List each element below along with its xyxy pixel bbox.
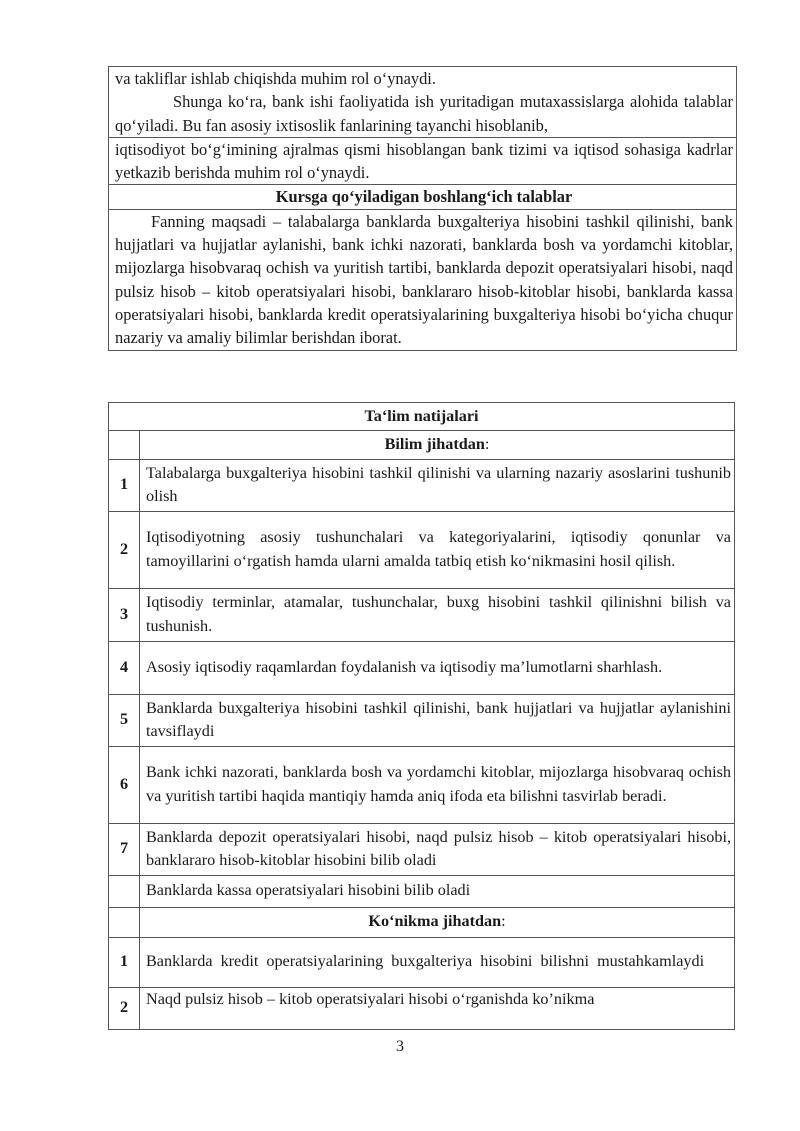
skills-heading <box>140 907 735 937</box>
knowledge-heading-row <box>109 431 735 459</box>
page-number: 3 <box>396 1038 404 1055</box>
table-title: Ta‘lim natijalari <box>109 403 735 431</box>
row-number: 1 <box>109 459 140 511</box>
row-number: 5 <box>109 694 140 746</box>
skills-heading-colon: : <box>501 912 506 931</box>
knowledge-heading-label: Bilim jihatdan <box>384 435 485 454</box>
table-row <box>109 937 735 987</box>
row-number: 7 <box>109 823 140 875</box>
table-row <box>109 746 735 823</box>
requirements-text: Fanning maqsadi – talabalarga banklarda buxgalteriya hisobini tashkil qilinishi, bank hujjatlari va hujjatlar aylanishi, bank ichki nazorati, banklarda bosh va yordamchi kitoblar, mijozlarga hisobvaraq ochish va yuritish tartibi, banklarda depozit operatsiyalari hisobi, naqd pulsiz hisob – kitob operatsiyalari hisobi, banklararo hisob-kitoblar hisobi, banklarda kassa operatsiyalari hisobi, banklarda kredit operatsiyalarining buxgalteriya hisobi bo‘yicha chuqur nazariy va amaliy bilimlar berishdan iborat. <box>109 209 736 350</box>
row-number: 1 <box>109 937 140 987</box>
row-text: Bank ichki nazorati, banklarda bosh va yordamchi kitoblar, mijozlarga hisobvaraq ochish va yuritish tartibi haqida mantiqiy hamda aniq ifoda eta bilishni tasvirlab beradi. <box>140 746 735 823</box>
table-row <box>109 459 735 511</box>
row-text: Banklarda kredit operatsiyalarining buxgalteriya hisobini bilishni mustahkamlaydi <box>140 937 735 987</box>
table-row <box>109 694 735 746</box>
empty-cell <box>109 907 140 937</box>
row-text: Banklarda kassa operatsiyalari hisobini bilib oladi <box>140 875 735 907</box>
skills-heading-row <box>109 907 735 937</box>
table-row <box>109 588 735 641</box>
requirements-heading: Kursga qo‘yiladigan boshlang‘ich talablar <box>109 184 736 208</box>
knowledge-heading <box>140 431 735 459</box>
row-text: Iqtisodiy terminlar, atamalar, tushunchalar, buxg hisobini tashkil qilinishni bilish va tushunish. <box>140 588 735 641</box>
description-paragraph: Shunga ko‘ra, bank ishi faoliyatida ish yuritadigan mutaxassislarga alohida talablar qo‘yiladi. Bu fan asosiy ixtisoslik fanlarining tayanchi hisoblanib, <box>115 92 733 135</box>
course-description-block <box>108 66 737 351</box>
row-text: Iqtisodiyotning asosiy tushunchalari va kategoriyalarini, iqtisodiy qonunlar va tamoyillarini o‘rgatish hamda ularni amalda tatbiq etish ko‘nikmasini hosil qilish. <box>140 511 735 588</box>
row-text: Banklarda depozit operatsiyalari hisobi, naqd pulsiz hisob – kitob operatsiyalari hisobi, banklararo hisob-kitoblar hisobini bilib oladi <box>140 823 735 875</box>
table-row <box>109 875 735 907</box>
row-number: 2 <box>109 511 140 588</box>
knowledge-heading-colon: : <box>484 435 490 454</box>
row-number <box>109 875 140 907</box>
table-title-row <box>109 403 735 431</box>
row-text: Banklarda buxgalteriya hisobini tashkil qilinishi, bank hujjatlari va hujjatlar aylanishini tavsiflaydi <box>140 694 735 746</box>
description-line: va takliflar ishlab chiqishda muhim rol o‘ynaydi. <box>115 69 436 88</box>
skills-heading-label: Ko‘nikma jihatdan <box>368 912 502 931</box>
table-row <box>109 511 735 588</box>
row-text: Naqd pulsiz hisob – kitob operatsiyalari hisobi o‘rganishda ko’nikma <box>140 987 735 1029</box>
row-number: 2 <box>109 987 140 1029</box>
row-number: 6 <box>109 746 140 823</box>
table-row <box>109 987 735 1029</box>
learning-outcomes-table <box>108 402 735 1030</box>
description-row-1 <box>109 67 736 137</box>
row-number: 3 <box>109 588 140 641</box>
row-number: 4 <box>109 641 140 694</box>
table-row <box>109 823 735 875</box>
empty-cell <box>109 431 140 459</box>
table-row <box>109 641 735 694</box>
row-text: Asosiy iqtisodiy raqamlardan foydalanish va iqtisodiy ma’lumotlarni sharhlash. <box>140 641 735 694</box>
description-row-2: iqtisodiyot bo‘g‘imining ajralmas qismi hisoblangan bank tizimi va iqtisod sohasiga kadrlar yetkazib berishda muhim rol o‘ynaydi. <box>109 137 736 185</box>
row-text: Talabalarga buxgalteriya hisobini tashkil qilinishi va ularning nazariy asoslarini tushunib olish <box>140 459 735 511</box>
